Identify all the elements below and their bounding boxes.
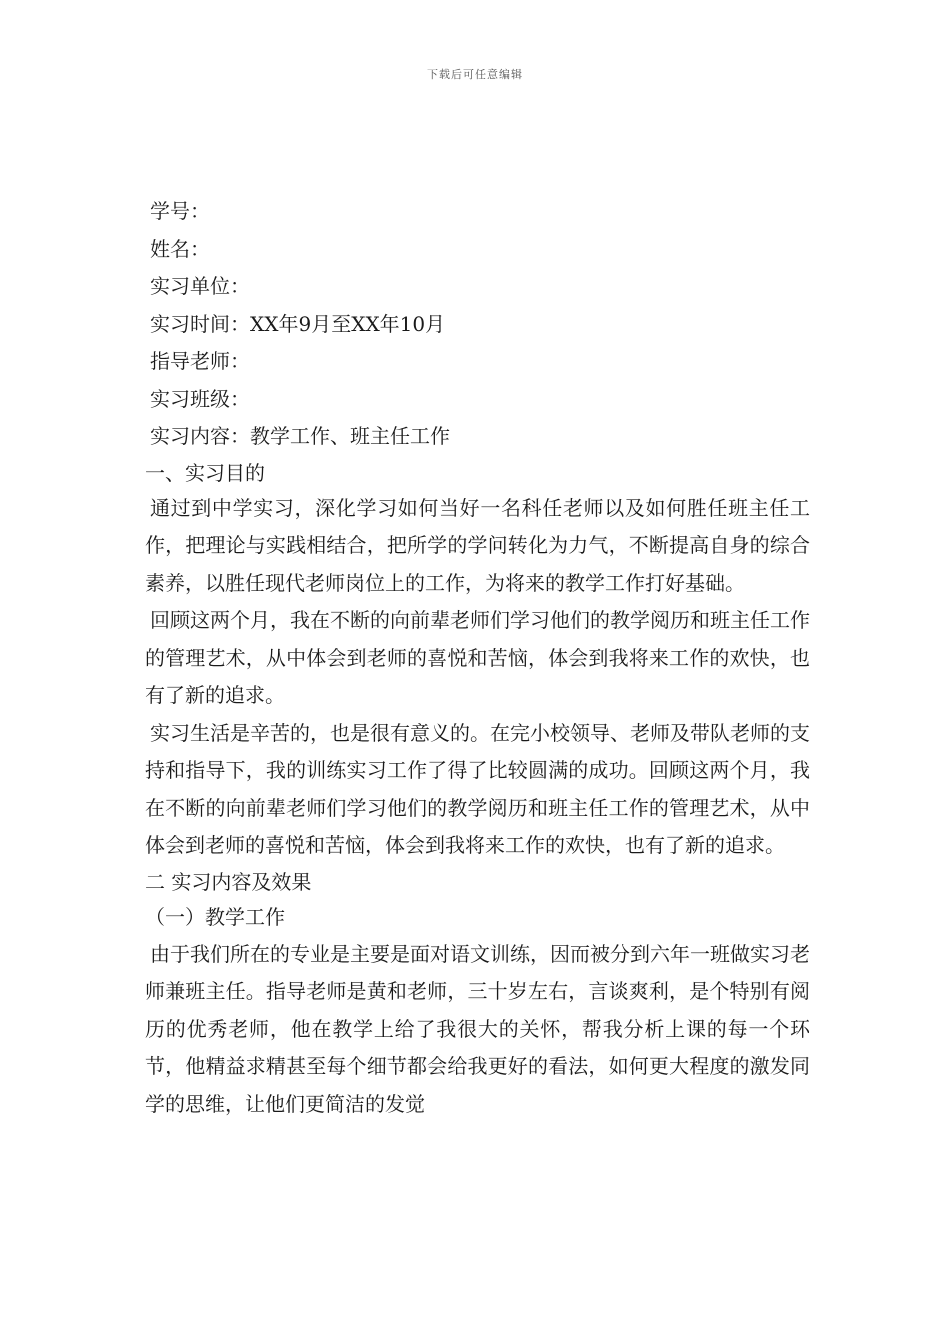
field-name: 姓名： <box>150 236 210 261</box>
paragraph: 实习生活是辛苦的，也是很有意义的。在完小校领导、老师及带队老师的支持和指导下，我的训练实习工作了得了比较圆满的成功。回顾这两个月，我在不断的向前辈老师们学习他们的教学阅历和班主任工作的管理艺术，从中体会到老师的喜悦和苦恼，体会到我将来工作的欢快，也有了新的追求。 <box>145 720 810 857</box>
field-internship-time: 实习时间：XX年9月至XX年10月 <box>150 311 446 336</box>
field-internship-class: 实习班级： <box>150 386 250 411</box>
paragraph: 由于我们所在的专业是主要是面对语文训练，因而被分到六年一班做实习老师兼班主任。指导老师是黄和老师，三十岁左右，言谈爽利，是个特别有阅历的优秀老师，他在教学上给了我很大的关怀，帮我分析上课的每一个环节，他精益求精甚至每个细节都会给我更好的看法，如何更大程度的激发同学的思维，让他们更简洁的发觉 <box>145 941 810 1116</box>
field-student-id: 学号： <box>150 199 210 223</box>
subsection-heading-teaching: （一）教学工作 <box>145 904 285 929</box>
field-internship-unit: 实习单位： <box>150 274 250 298</box>
paragraph: 通过到中学实习，深化学习如何当好一名科任老师以及如何胜任班主任工作，把理论与实践相结合，把所学的学问转化为力气，不断提高自身的综合素养，以胜任现代老师岗位上的工作，为将来的教学工作打好基础。 <box>145 495 810 595</box>
paragraph: 回顾这两个月，我在不断的向前辈老师们学习他们的教学阅历和班主任工作的管理艺术，从中体会到老师的喜悦和苦恼，体会到我将来工作的欢快，也有了新的追求。 <box>145 608 810 707</box>
field-advisor: 指导老师： <box>150 349 250 373</box>
section-heading-content-effect: 二 实习内容及效果 <box>145 869 312 894</box>
field-internship-content: 实习内容：教学工作、班主任工作 <box>150 424 450 448</box>
header-note: 下载后可任意编辑 <box>427 68 523 81</box>
document-body <box>145 193 810 1123</box>
section-heading-purpose: 一、实习目的 <box>145 460 265 485</box>
